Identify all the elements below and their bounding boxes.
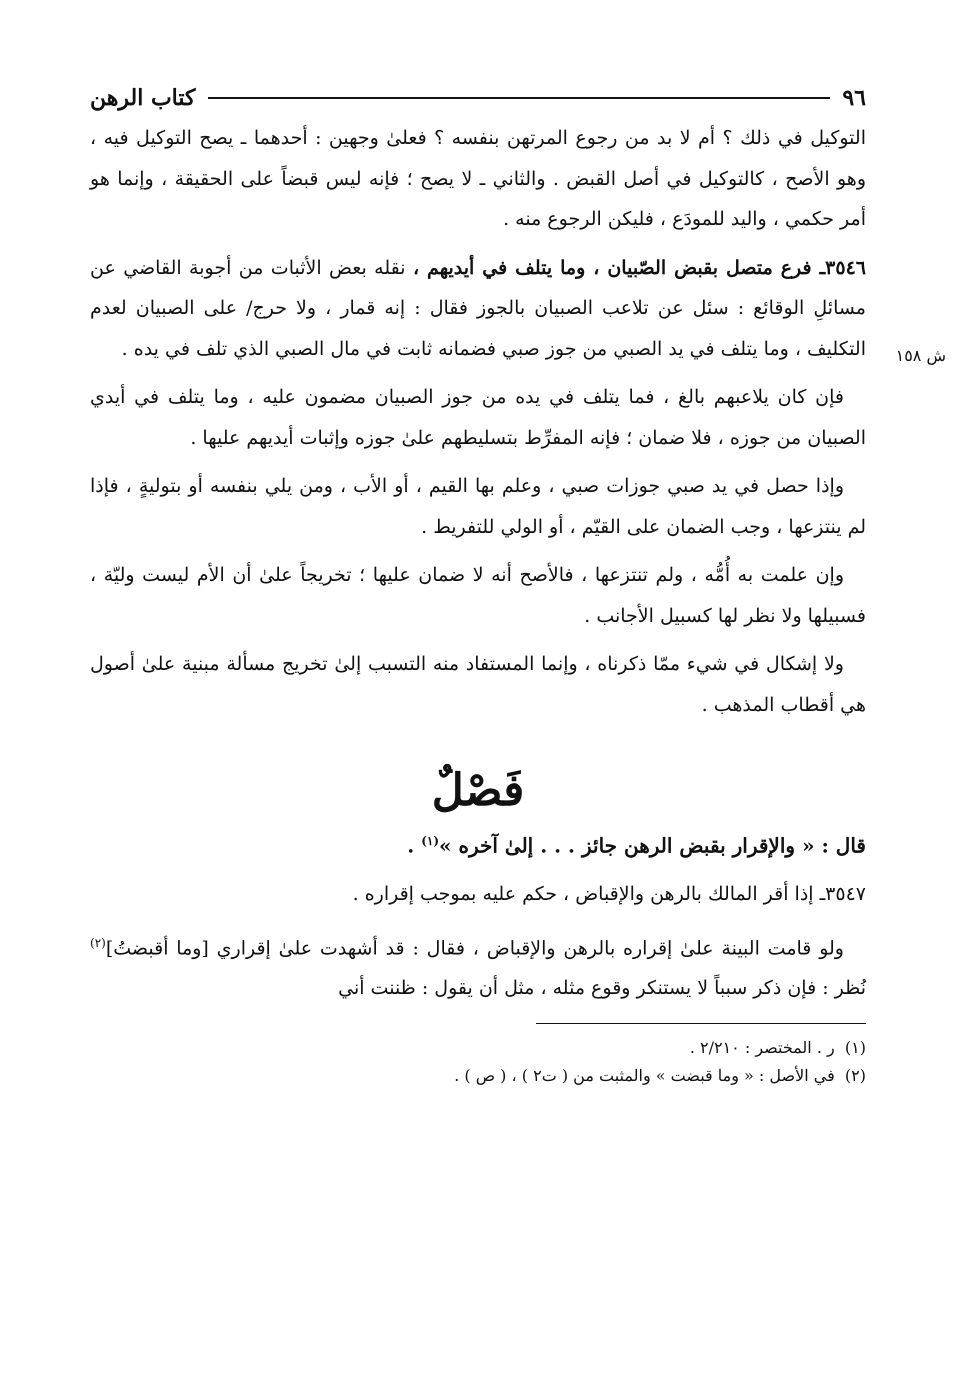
footnote-2-text: في الأصل : « وما قبضت » والمثبت من ( ت٢ ) ، ( ص ) .: [454, 1065, 835, 1085]
paragraph-4: وإذا حصل في يد صبي جوزات صبي ، وعلم بها القيم ، أو الأب ، ومن يلي بنفسه أو بتوليةٍ ، فإذا لم ينتزعها ، وجب الضمان على القيّم ، أو الولي للتفريط .: [90, 475, 866, 538]
paragraph-3: فإن كان يلاعبهم بالغ ، فما يتلف في يده من جوز الصبيان مضمون عليه ، وما يتلف في أيدي الصبيان من جوزه ، فلا ضمان ؛ فإنه المفرِّط بتسليطهم علىٰ جوزه وإثبات أيديهم عليها .: [90, 386, 866, 449]
paragraph-2-heading: ٣٥٤٦ـ فرع متصل بقبض الصّبيان ، وما يتلف في أيديهم ،: [412, 256, 866, 279]
footnote-ref-2: (٢): [90, 935, 106, 950]
quote-text: والإقرار بقبض الرهن جائز . . . إلىٰ آخره: [458, 833, 796, 858]
quote-suffix: »: [439, 833, 459, 858]
section-heading: فَصْلٌ: [431, 765, 525, 816]
page-header: [90, 78, 866, 118]
paragraph-8: [90, 923, 866, 1009]
section-quote: [90, 821, 866, 866]
paragraph-7: ٣٥٤٧ـ إذا أقر المالك بالرهن والإقباض ، حكم عليه بموجب إقراره .: [352, 883, 866, 906]
margin-folio-note: ش ١٥٨: [895, 345, 946, 365]
paragraph-2-body: نقله بعض الأثبات من أجوبة القاضي عن مسائلِ الوقائع : سئل عن تلاعب الصبيان بالجوز فقال : إنه قمار ، ولا حرج/ على الصبيان لعدم التكليف ، وما يتلف في يد الصبي من جوز صبي فضمانه ثابت في مال الصبي الذي تلف في يده .: [90, 256, 866, 360]
paragraph-2-wrap: [90, 248, 946, 370]
paragraph-6: ولا إشكال في شيء ممّا ذكرناه ، وإنما المستفاد منه التسبب إلىٰ تخريج مسألة مبنية علىٰ أصول هي أقطاب المذهب .: [90, 653, 866, 716]
quote-prefix: قال : «: [795, 833, 866, 858]
footnote-2: [90, 1062, 866, 1090]
paragraph-2: [90, 248, 866, 370]
footnote-1-number: (١): [844, 1037, 866, 1057]
paragraph-1: التوكيل في ذلك ؟ أم لا بد من رجوع المرتهن بنفسه ؟ فعلىٰ وجهين : أحدهما ـ يصح التوكيل فيه ، وهو الأصح ، كالتوكيل في أصل القبض . والثاني ـ لا يصح ؛ فإنه ليس قبضاً على الحقيقة ، وإنما هو أمر حكمي ، واليد للمودَع ، فليكن الرجوع منه .: [90, 127, 866, 230]
paragraph-8-part2: نُظر : فإن ذكر سبباً لا يستنكر وقوع مثله ، مثل أن يقول : ظننت أني: [338, 977, 866, 1000]
footnote-2-number: (٢): [844, 1065, 866, 1085]
book-page: [90, 78, 946, 1090]
book-title: كتاب الرهن: [90, 85, 196, 111]
footnote-1-text: ر . المختصر : ٢/٢١٠ .: [689, 1037, 835, 1057]
page-number: ٩٦: [842, 85, 866, 111]
quote-end: .: [407, 833, 422, 858]
paragraph-8-part1: ولو قامت البينة علىٰ إقراره بالرهن والإقباض ، فقال : قد أشهدت علىٰ إقراري [وما أقبضتُ]: [105, 936, 844, 959]
header-rule: [208, 97, 831, 99]
footnote-1: [90, 1034, 866, 1062]
footnote-ref-1: (١): [421, 834, 440, 848]
footnote-rule: [536, 1023, 866, 1024]
paragraph-5: وإن علمت به أُمُّه ، ولم تنتزعها ، فالأصح أنه لا ضمان عليها ؛ تخريجاً علىٰ أن الأم ليست وليّة ، فسبيلها ولا نظر لها كسبيل الأجانب .: [90, 564, 866, 627]
footnotes: [90, 1034, 866, 1090]
